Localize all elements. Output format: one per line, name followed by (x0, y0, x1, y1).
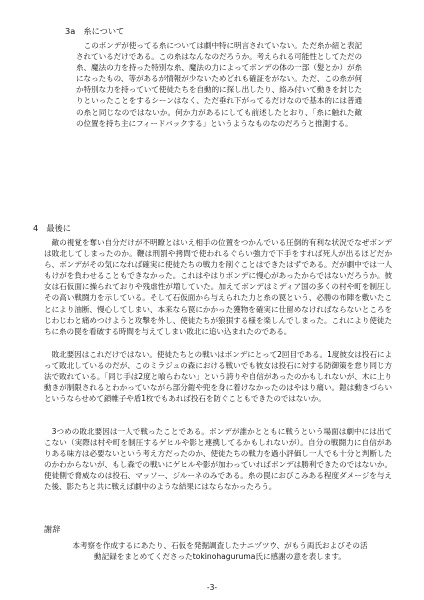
section-4-heading: 4 最後に (33, 223, 71, 233)
section-4-paragraph-1: 敵の視覚を奪い自分だけが不明瞭とはいえ相手の位置をつかんでいる圧倒的有利な状況でなぜボンデは敗北してしまったのか。鞭は刑罰や拷問で使われるぐらい強力で下手をすれば死人が出るほどだから、ボンデがその気になれば確実に使徒たちの戦力を削ぐことはできたはずである。だが劇中では一人もけがを負わせることもできなかった。これはやはりボンデに慢心があったからではないだろうか。彼女は石仮面に操られておりや残虐性が増していた。加えてボンデはミディア国の多くの村や町を制圧しその高い戦闘力を示している。そして石仮面から与えられた力と糸の罠という、必勝の布陣を敷いたことにより油断、慢心してしまい、本来なら罠にかかった獲物を確実に仕留めなければならないところをじわじわと痛めつけようと攻撃を外し、使徒たちが狼狽する様を楽しんでしまった。これにより使徒たちに糸の罠を看破する時間を与えてしまい敗北に追い込まれたのである。 (44, 238, 392, 336)
section-3a-heading: 3a 糸について (65, 26, 125, 36)
section-4-paragraph-2: 敗北要因はこれだけではない。使徒たちとの戦いはボンデにとって2回目である。1度彼女は投石によって敗北しているのだが、このミラジュの森における戦いでも彼女は投石に対する防御策を怠り同じ方法で敗れている。「同じ手は2度と喰らわない」という誇りや自信があったのかもしれないが、木に上り動きが制限されるとわかっていながら部分鎧や兜を身に着けなかったのはやはり痛い。鎧は動きづらいというならせめて鎖帷子や盾1枚でもあれば投石を防ぐこともできたのではないか。 (44, 350, 392, 404)
page-number: -3- (206, 583, 218, 592)
acknowledgement-body: 本考察を作成するにあたり、石仮を発掘調査したナニヅツウ、がもう両氏およびその活動記録をまとめてくださったtokinohaguruma氏に感謝の意を表します。 (72, 541, 368, 562)
acknowledgement-heading: 謝辞 (44, 524, 61, 534)
section-4-paragraph-3: 3つめの敗北要因は一人で戦ったことである。ボンデが誰かとともに戦うという場面は劇中には出てこない（実際は村や町を制圧するゲヒルや影と連携してるかもしれないが）。自分の戦闘力に自信がありある味方は必要ないという考え方だったのか、使徒たちの戦力を過小評価し一人でも十分と判断したのかわからないが、もし森での戦いにゲヒルや影が加わっていればボンデは勝利できたのではないか。使徒側で脅威なのは投石、マッソー、ジルーネのみである。糸の罠におびこみある程度ダメージを与えた後、影たちと共に戦えば劇中のような結果にはならなかったろう。 (44, 427, 392, 492)
section-3a-body: このボンデが使ってる糸については劇中特に明言されていない。ただ糸か紐と表記されているだけである。この糸はなんなのだろうか。考えられる可能性としてただの糸、魔法の力を持った特別な糸、魔法の力によってボンデの体の一部（髪とか）が糸になったもの、等があるが情報が少ないためどれも確証をがない。ただ、この糸が何か特別な力を持っていて使徒たちを自動的に探し出したり、絡み付いて動きを封じたりといったことをするシーンはなく、ただ垂れ下がってるだけなので基本的には普通の糸と同じなのではないか。何か力があるにしても前述したとおり、「糸に触れた敵の位置を持ち主にフィードバックする」というようなものなのだろうと推測する。 (76, 41, 362, 128)
